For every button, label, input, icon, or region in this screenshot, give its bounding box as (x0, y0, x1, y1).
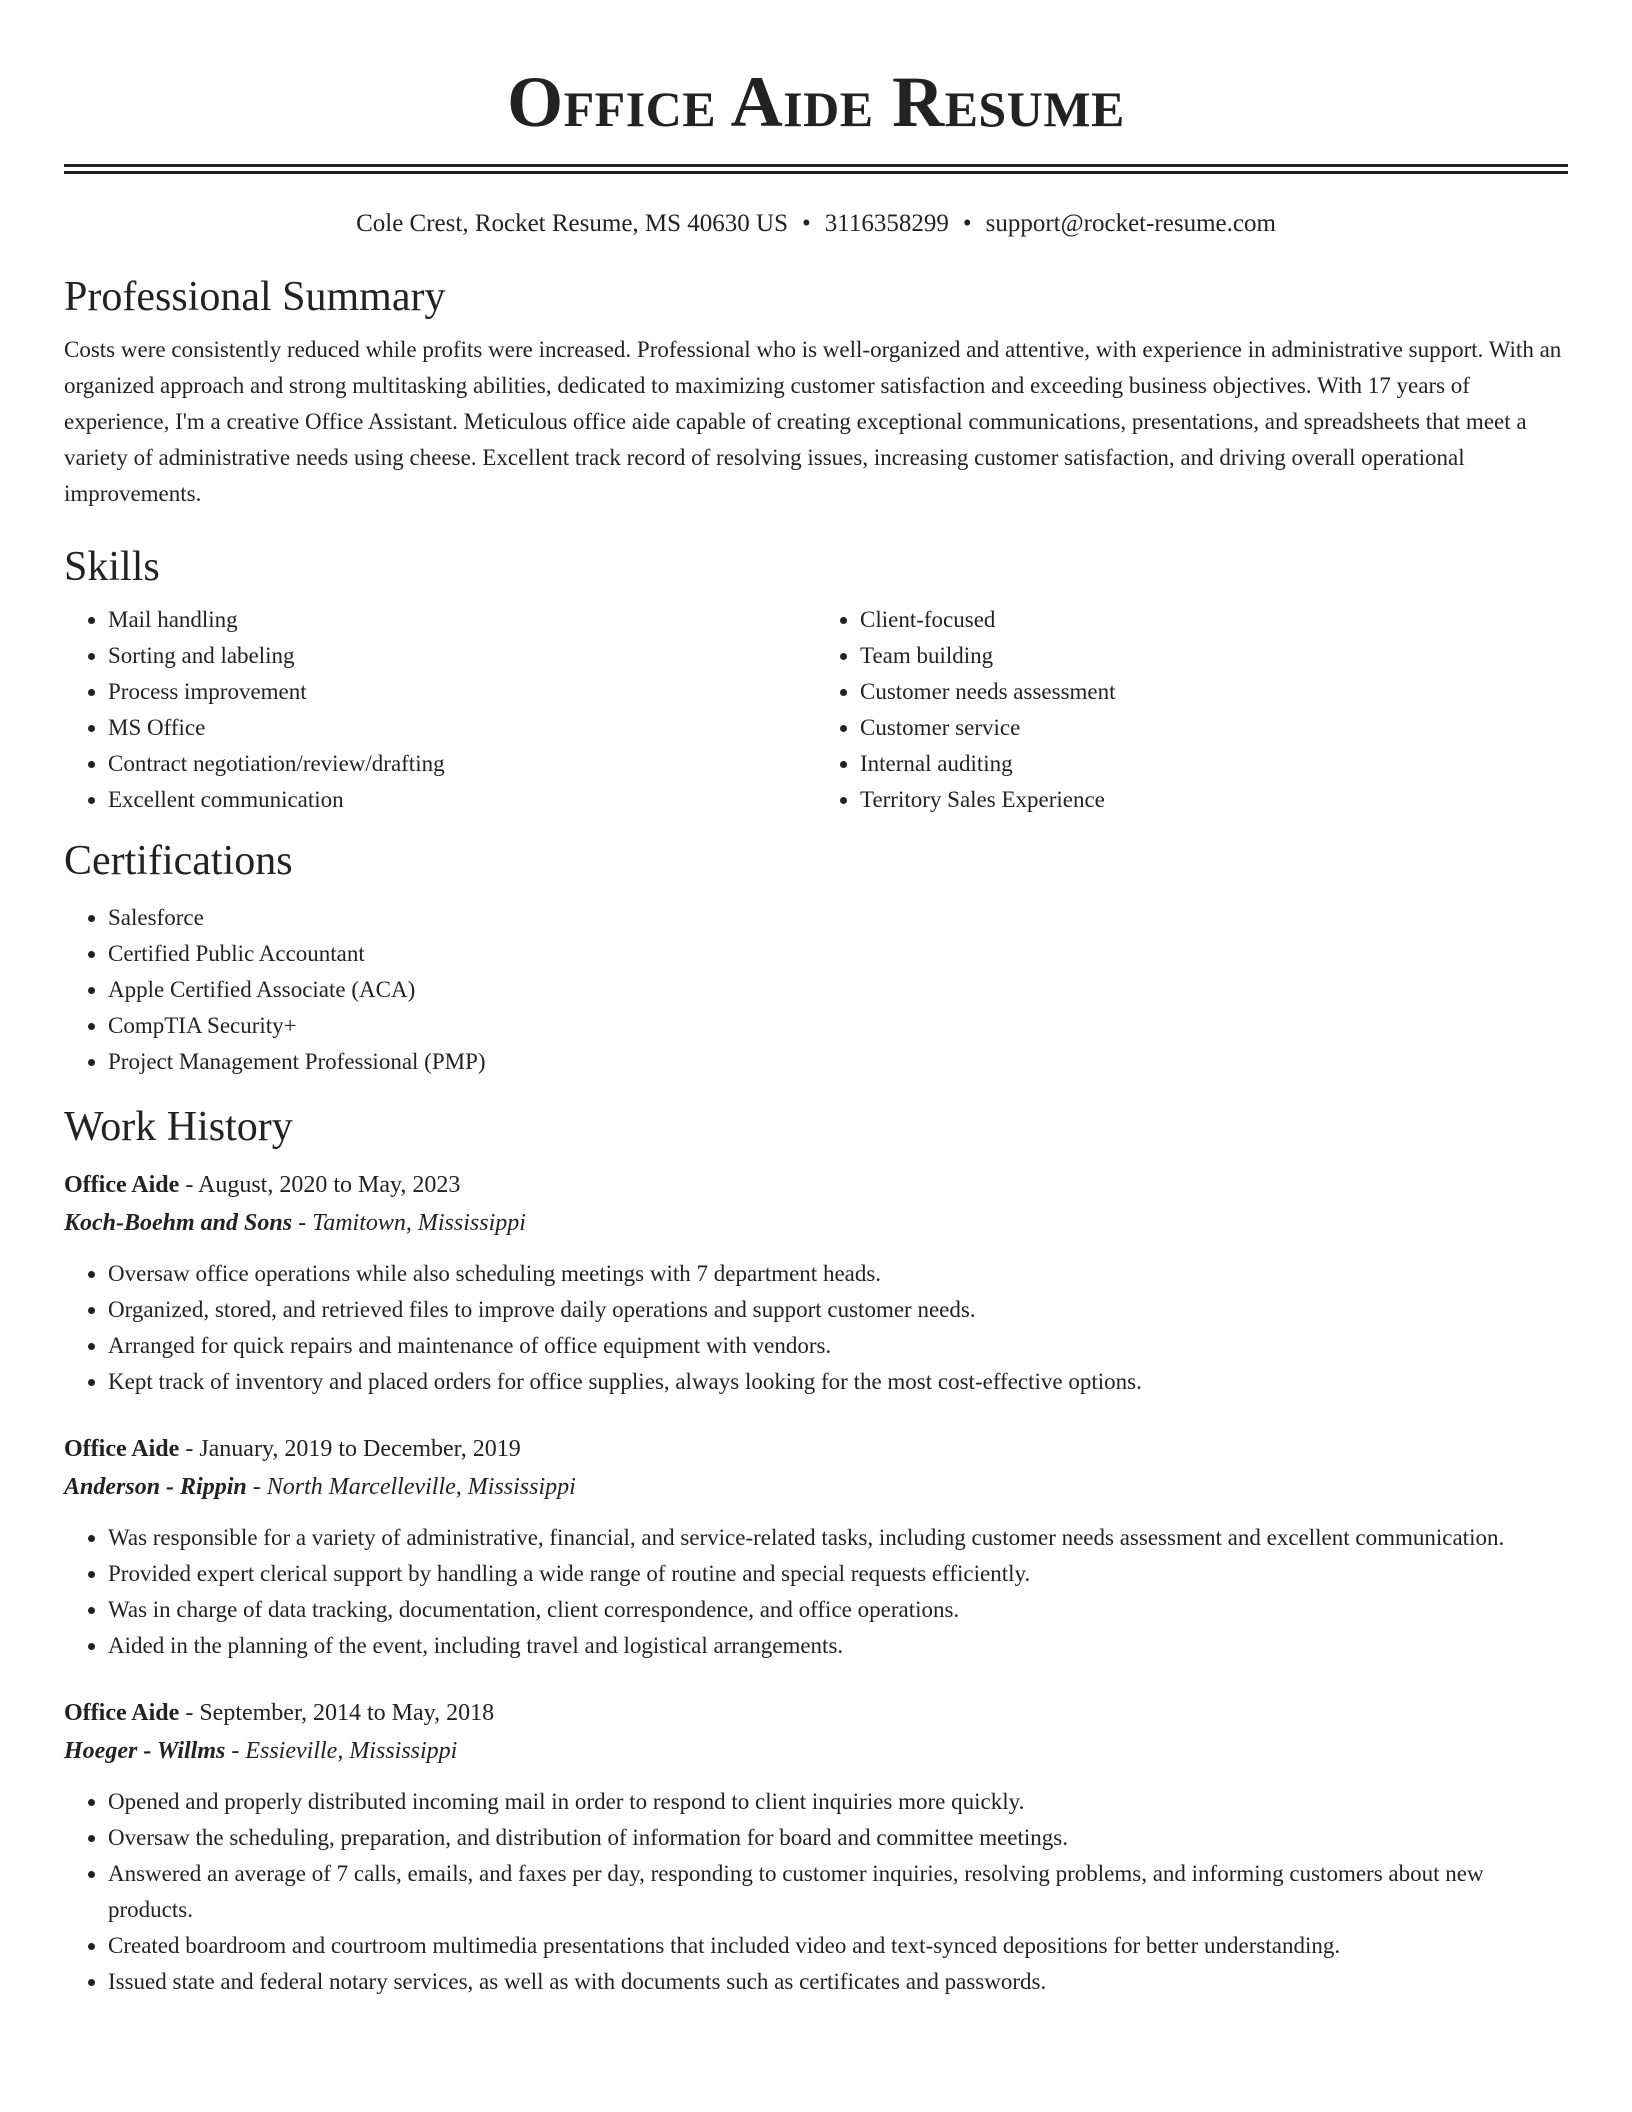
work-history-section (64, 1102, 1568, 2000)
certification-item: • CompTIA Security+ (108, 1008, 1568, 1044)
job-bullet: • Oversaw the scheduling, preparation, and distribution of information for board and committee meetings. (108, 1820, 1568, 1856)
job-bullet: • Opened and properly distributed incoming mail in order to respond to client inquiries more quickly. (108, 1784, 1568, 1820)
skill-item: • Territory Sales Experience (860, 782, 1568, 818)
contact-email: support@rocket-resume.com (985, 210, 1276, 237)
job-bullet: • Issued state and federal notary services, as well as with documents such as certificates and passwords. (108, 1964, 1568, 2000)
job-title: Office Aide (64, 1700, 180, 1726)
job-bullets (64, 1784, 1568, 2000)
skills-grid (64, 602, 1568, 818)
job-dates: September, 2014 to May, 2018 (199, 1700, 495, 1726)
page-title: Office Aide Resume (507, 62, 1125, 142)
job-entry (64, 1694, 1568, 2000)
contact-address: Cole Crest, Rocket Resume, MS 40630 US (356, 210, 789, 237)
certification-item: • Apple Certified Associate (ACA) (108, 972, 1568, 1008)
job-location: North Marcelleville, Mississippi (266, 1474, 576, 1500)
job-dates: August, 2020 to May, 2023 (197, 1172, 461, 1198)
skills-heading: Skills (64, 544, 160, 590)
job-dash: - (225, 1738, 246, 1764)
job-entry (64, 1166, 1568, 1400)
skill-item: • Sorting and labeling (108, 638, 816, 674)
job-bullet: • Kept track of inventory and placed orders for office supplies, always looking for the most cost-effective options. (108, 1364, 1568, 1400)
job-bullet: • Was responsible for a variety of administrative, financial, and service-related tasks, including customer needs assessment and excellent communication. (108, 1520, 1568, 1556)
job-bullet: • Provided expert clerical support by handling a wide range of routine and special requests efficiently. (108, 1556, 1568, 1592)
title-divider (64, 164, 1568, 174)
job-entry (64, 1430, 1568, 1664)
skill-item: • Customer service (860, 710, 1568, 746)
skill-item: • Process improvement (108, 674, 816, 710)
summary-heading: Professional Summary (64, 274, 446, 320)
contact-phone: 3116358299 (824, 210, 949, 237)
job-bullet: • Answered an average of 7 calls, emails, and faxes per day, responding to customer inquiries, resolving problems, and informing customers about new products. (108, 1856, 1568, 1928)
job-dash: - (292, 1210, 313, 1236)
job-bullet: • Aided in the planning of the event, including travel and logistical arrangements. (108, 1628, 1568, 1664)
certification-item: • Salesforce (108, 900, 1568, 936)
job-dates: January, 2019 to December, 2019 (199, 1436, 521, 1462)
certification-item: • Project Management Professional (PMP) (108, 1044, 1568, 1080)
job-header (64, 1694, 1568, 1732)
summary-text: Costs were consistently reduced while profits were increased. Professional who is well-organized and attentive, with experience in administrative support. With an organized approach and strong multitasking abilities, dedicated to maximizing customer satisfaction and exceeding business objectives. With 17 years of experience, I'm a creative Office Assistant. Meticulous office aide capable of creating exceptional communications, presentations, and spreadsheets that meet a variety of administrative needs using cheese. Excellent track record of resolving issues, increasing customer satisfaction, and driving overall operational improvements. (64, 337, 1562, 506)
job-company: Anderson - Rippin (64, 1474, 247, 1500)
job-bullet: • Oversaw office operations while also scheduling meetings with 7 department heads. (108, 1256, 1568, 1292)
job-bullet: • Organized, stored, and retrieved files to improve daily operations and support customer needs. (108, 1292, 1568, 1328)
skills-list-left (64, 602, 816, 818)
skill-item: • Team building (860, 638, 1568, 674)
job-company-line (64, 1204, 1568, 1242)
summary-section (64, 272, 1568, 512)
job-dash: - (179, 1436, 200, 1462)
job-company: Hoeger - Willms (64, 1738, 226, 1764)
job-bullet: • Arranged for quick repairs and maintenance of office equipment with vendors. (108, 1328, 1568, 1364)
skills-section (64, 542, 1568, 818)
job-company-line (64, 1468, 1568, 1506)
job-bullets (64, 1520, 1568, 1664)
skills-list-right (816, 602, 1568, 818)
certification-item: • Certified Public Accountant (108, 936, 1568, 972)
contact-line (64, 208, 1568, 240)
job-dash: - (179, 1700, 200, 1726)
job-title: Office Aide (64, 1172, 180, 1198)
certifications-list (64, 900, 1568, 1080)
job-bullets (64, 1256, 1568, 1400)
job-dash: - (179, 1172, 198, 1198)
job-company-line (64, 1732, 1568, 1770)
contact-separator: • (802, 210, 811, 237)
job-bullet: • Was in charge of data tracking, documentation, client correspondence, and office operations. (108, 1592, 1568, 1628)
skill-item: • Internal auditing (860, 746, 1568, 782)
skill-item: • Customer needs assessment (860, 674, 1568, 710)
job-bullet: • Created boardroom and courtroom multimedia presentations that included video and text-synced depositions for better understanding. (108, 1928, 1568, 1964)
job-title: Office Aide (64, 1436, 180, 1462)
certifications-heading: Certifications (64, 838, 293, 884)
contact-separator: • (962, 210, 972, 237)
skill-item: • Client-focused (860, 602, 1568, 638)
work-history-heading: Work History (64, 1104, 293, 1150)
certifications-section (64, 836, 1568, 1080)
job-location: Tamitown, Mississippi (312, 1210, 526, 1236)
job-dash: - (246, 1474, 267, 1500)
job-location: Essieville, Mississippi (245, 1738, 458, 1764)
skill-item: • Contract negotiation/review/drafting (108, 746, 816, 782)
job-header (64, 1166, 1568, 1204)
job-company: Koch-Boehm and Sons (64, 1210, 293, 1236)
skill-item: • Mail handling (108, 602, 816, 638)
job-header (64, 1430, 1568, 1468)
skill-item: • MS Office (108, 710, 816, 746)
skill-item: • Excellent communication (108, 782, 816, 818)
